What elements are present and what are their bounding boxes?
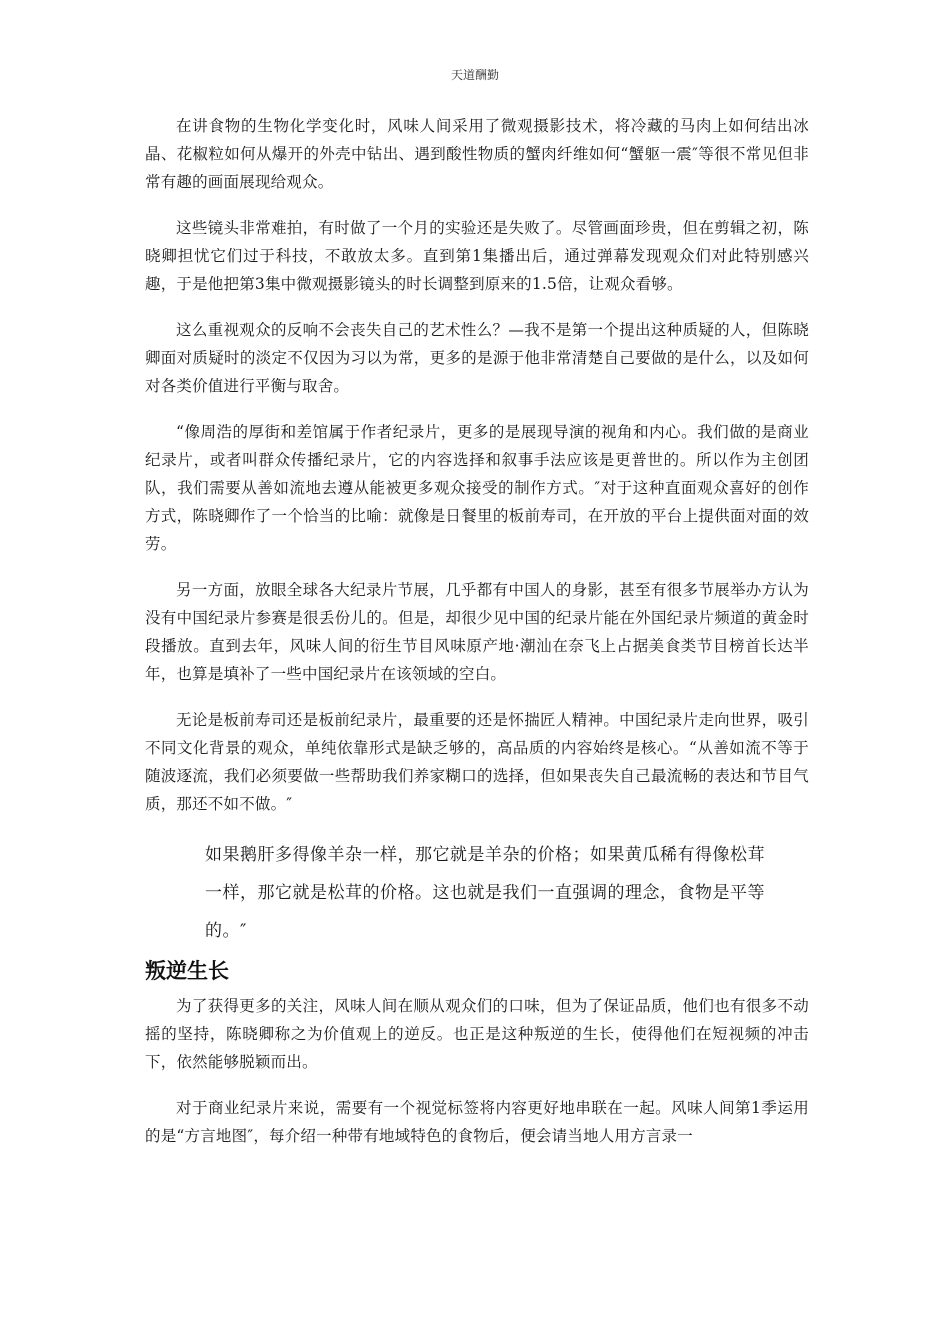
section-heading: 叛逆生长 — [145, 959, 229, 983]
pull-quote: 如果鹅肝多得像羊杂一样，那它就是羊杂的价格；如果黄瓜稀有得像松茸一样，那它就是松茸的价格。这也就是我们一直强调的理念，食物是平等的。″ — [205, 845, 765, 941]
paragraph-global-festivals: 另一方面，放眼全球各大纪录片节展，几乎都有中国人的身影，甚至有很多节展举办方认为没有中国纪录片参赛是很丢份儿的。但是，却很少见中国的纪录片能在外国纪录片频道的黄金时段播放。直到去年，风味人间的衍生节目风味原产地·潮汕在奈飞上占据美食类节目榜首长达半年，也算是填补了一些中国纪录片在该领域的空白。 — [145, 581, 809, 683]
paragraph-rebellious-growth: 为了获得更多的关注，风味人间在顺从观众们的口味，但为了保证品质，他们也有很多不动摇的坚持，陈晓卿称之为价值观上的逆反。也正是这种叛逆的生长，使得他们在短视频的冲击下，依然能够脱颖而出。 — [145, 997, 809, 1071]
document-body — [145, 112, 809, 1168]
paragraph-difficult-shots: 这些镜头非常难拍，有时做了一个月的实验还是失败了。尽管画面珍贵，但在剪辑之初，陈晓卿担忧它们过于科技，不敢放太多。直到第1集播出后，通过弹幕发现观众们对此特别感兴趣，于是他把第3集中微观摄影镜头的时长调整到原来的1.5倍，让观众看够。 — [145, 219, 809, 293]
paragraph-artistry-question: 这么重视观众的反响不会丧失自己的艺术性么？—我不是第一个提出这种质疑的人，但陈晓卿面对质疑时的淡定不仅因为习以为常，更多的是源于他非常清楚自己要做的是什么，以及如何对各类价值进行平衡与取舍。 — [145, 321, 809, 395]
page-header: 天道酬勤 — [450, 68, 499, 82]
paragraph-craftsmanship: 无论是板前寿司还是板前纪录片，最重要的还是怀揣匠人精神。中国纪录片走向世界，吸引不同文化背景的观众，单纯依靠形式是缺乏够的，高品质的内容始终是核心。“从善如流不等于随波逐流，我们必须要做一些帮助我们养家糊口的选择，但如果丧失自己最流畅的表达和节目气质，那还不如不做。″ — [145, 711, 809, 813]
paragraph-visual-label: 对于商业纪录片来说，需要有一个视觉标签将内容更好地串联在一起。风味人间第1季运用的是“方言地图″，每介绍一种带有地域特色的食物后，便会请当地人用方言录一 — [145, 1099, 809, 1145]
paragraph-commercial-documentary: “像周浩的厚街和差馆属于作者纪录片，更多的是展现导演的视角和内心。我们做的是商业纪录片，或者叫群众传播纪录片，它的内容选择和叙事手法应该是更普世的。所以作为主创团队，我们需要从善如流地去遵从能被更多观众接受的制作方式。″对于这种直面观众喜好的创作方式，陈晓卿作了一个恰当的比喻：就像是日餐里的板前寿司，在开放的平台上提供面对面的效劳。 — [145, 423, 809, 553]
paragraph-microscopy: 在讲食物的生物化学变化时，风味人间采用了微观摄影技术，将冷藏的马肉上如何结出冰晶、花椒粒如何从爆开的外壳中钻出、遇到酸性物质的蟹肉纤维如何“蟹躯一震″等很不常见但非常有趣的画面展现给观众。 — [145, 117, 809, 191]
